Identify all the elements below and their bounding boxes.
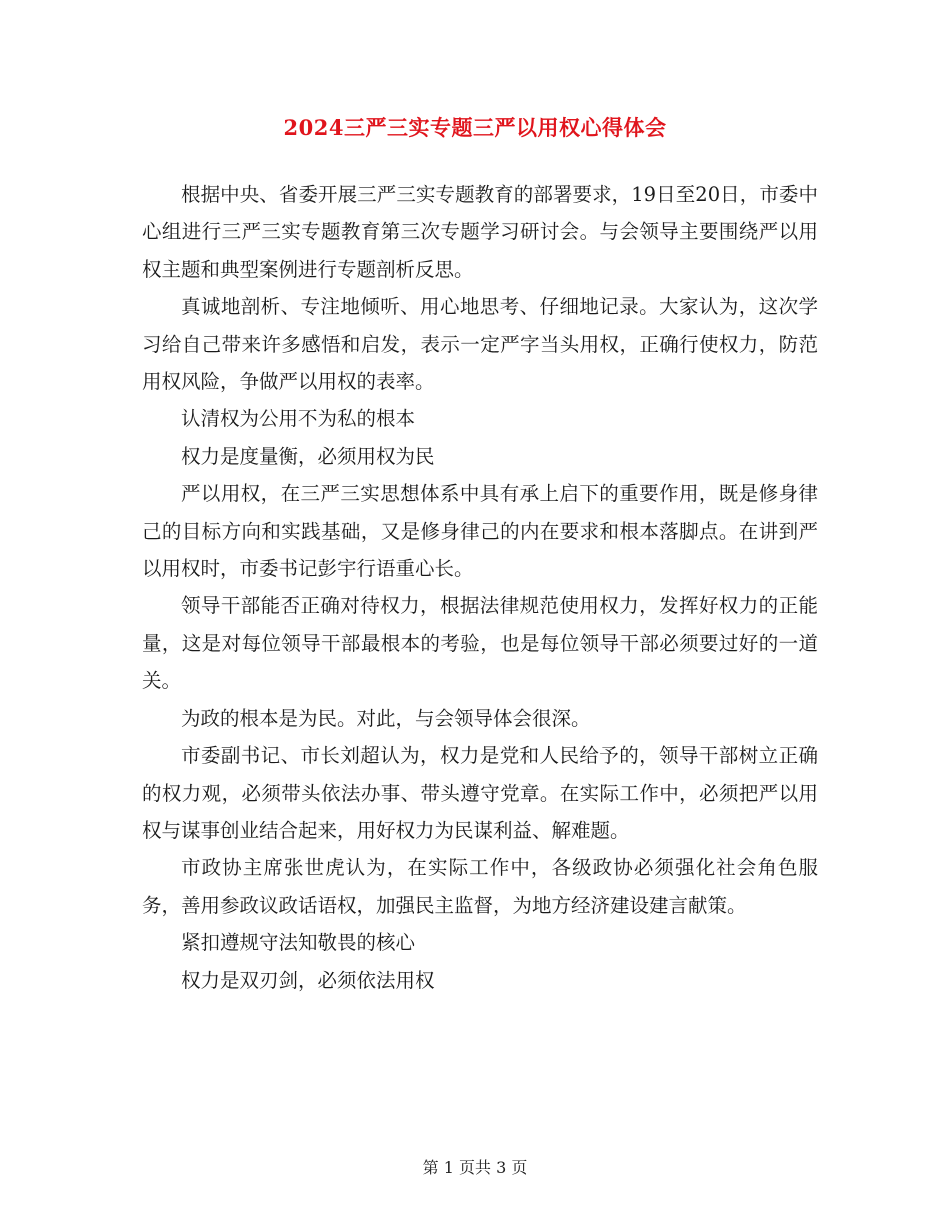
document-body (142, 176, 818, 999)
paragraph: 真诚地剖析、专注地倾听、用心地思考、仔细地记录。大家认为，这次学习给自己带来许多感悟和启发，表示一定严字当头用权，正确行使权力，防范用权风险，争做严以用权的表率。 (142, 295, 818, 394)
paragraph: 严以用权，在三严三实思想体系中具有承上启下的重要作用，既是修身律己的目标方向和实践基础，又是修身律己的内在要求和根本落脚点。在讲到严以用权时，市委书记彭宇行语重心长。 (142, 482, 818, 581)
paragraph: 领导干部能否正确对待权力，根据法律规范使用权力，发挥好权力的正能量，这是对每位领导干部最根本的考验，也是每位领导干部必须要过好的一道关。 (142, 594, 818, 693)
paragraph: 根据中央、省委开展三严三实专题教育的部署要求，19日至20日，市委中心组进行三严三实专题教育第三次专题学习研讨会。与会领导主要围绕严以用权主题和典型案例进行专题剖析反思。 (142, 183, 818, 281)
document-title: 2024三严三实专题三严以用权心得体会 (283, 115, 667, 140)
section-heading: 紧扣遵规守法知敬畏的核心 (181, 931, 416, 955)
page-number-footer: 第 1 页共 3 页 (422, 1158, 528, 1177)
section-subheading: 权力是双刃剑，必须依法用权 (181, 968, 435, 992)
paragraph: 市政协主席张世虎认为，在实际工作中，各级政协必须强化社会角色服务，善用参政议政话语权，加强民主监督，为地方经济建设建言献策。 (142, 856, 818, 917)
section-heading: 认清权为公用不为私的根本 (181, 407, 416, 431)
section-subheading: 权力是度量衡，必须用权为民 (181, 444, 435, 468)
paragraph: 为政的根本是为民。对此，与会领导体会很深。 (181, 706, 591, 730)
paragraph: 市委副书记、市长刘超认为，权力是党和人民给予的，领导干部树立正确的权力观，必须带头依法办事、带头遵守党章。在实际工作中，必须把严以用权与谋事创业结合起来，用好权力为民谋利益、解难题。 (142, 744, 818, 842)
